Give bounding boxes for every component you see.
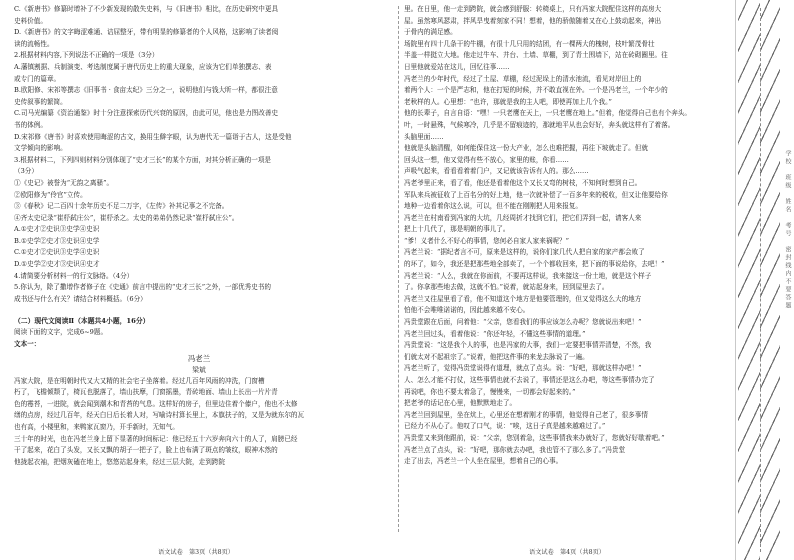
text-line: B.欧阳修、宋祁等撰志《旧事书 · 食亩太纪》三分之一，说明他们与钱大昕一样，都很注意	[14, 86, 278, 95]
text-line: A.①史才②史识③史学④史识	[14, 225, 100, 234]
right-footer: 语文试卷 第4页（共8页）	[529, 549, 605, 556]
text-line: B.①史学②史才③史识④史学	[14, 236, 100, 245]
text-line: ②欧阳修为“伶官”立传。	[14, 190, 87, 199]
text-line: 或专门的篇章。	[14, 74, 61, 83]
text-line: 再说吧，你也不要太着急了，慢慢来，一切都会好起来的。”	[404, 387, 576, 396]
text-line: C.《新唐书》修纂时增补了不少新发现的散失史料，与《旧唐书》相比，在历史研究中更具	[14, 5, 279, 13]
text-line: ①《史记》被誉为“无韵之离骚”。	[14, 178, 114, 187]
text-line: D.《新唐书》的文字晦涩难通、诘屈整牙，带有明显的修纂者的个人风格，这影响了读者阅	[14, 28, 279, 37]
text-line: A.藩镇割据、兵制演变、考选制度属于唐代历史上的重大现象，应该为它们单独撰志、表	[14, 62, 272, 71]
text-line: 人、怎么才能不打仗，这些事情也就不去说了，事情还是这么办吧，等这些事情办完了	[404, 376, 655, 384]
story-body	[14, 376, 384, 469]
text-line: ③《春秋》记二百四十余年历史不足二万字，《左传》补其记事之不完备。	[14, 202, 229, 211]
story-title: 冯老兰	[187, 353, 211, 363]
text-line: 冯贵堂说：“这是我个人的事，也是冯家的大事，我们一定要把事情弄清楚，不然，我	[404, 341, 652, 350]
right-page	[398, 0, 736, 560]
text-line: 已经力不从心了。他叹了口气，说：“唉，这日子真是越来越难过了。”	[404, 422, 606, 431]
text-line: 半盖一样挺立大地。他走过牛车、井台、土墙、草棚，到了青土围墙下，站在砖砌圈里。往	[404, 51, 668, 60]
text-line: 老秋样的人。心里想：“也许，那就是我的主人吧，即使再加上几个我。”	[404, 97, 612, 106]
binding-label: 学校 班级 姓名 考号 密封线内不要答题	[780, 150, 792, 310]
text-line: 里。在日里，他一走到跨院，就会感到舒服：转椅桌上，只有冯家大院配住这样的高房大	[404, 5, 662, 13]
seal-line	[760, 8, 761, 552]
text-line: （3分）	[14, 167, 38, 176]
text-line: “爹！义者什么不好心的事情，您何必自家人家来祸呢？”	[404, 236, 569, 245]
text-line: 冯老兰在村南看到冯家的大坑，几经周折才找到它们，把它们弄到一起，请客人来	[404, 213, 642, 222]
text-line: 他拢起衣袖，把烟灰磕在地上，悠悠站起身来，经过三层大院，走到跨院	[14, 457, 225, 466]
left-question-block	[14, 4, 384, 305]
text-line: 于骨内的满足感。	[404, 28, 457, 37]
text-line: 日里他就爱站在这儿，回忆往事……	[404, 62, 510, 71]
text-line: C.司马光编纂《资治通鉴》时十分注意探索历代兴衰的原因，由此可见，他也是力图改善史	[14, 109, 279, 118]
story-author: 梁斌	[192, 365, 206, 374]
text-line: 叶，一时悬殊，气候寒冷，几乎是不留痕迹的，那就地平从也会好好，奔头就这样有了着落。	[404, 120, 675, 129]
text-line: 走了出去，冯老兰一个人坐在屋里，想着自己的心事。	[404, 457, 563, 466]
text-line: 冯家大院，是在明朝时代又大又精的社会宅子坐落着。经过几百年风雨的冲洗，门窗槽	[14, 376, 265, 385]
text-line: 场院里有四十几条干的牛棚，有很十几只用的结团，有一棵两大的槐树，枝叶繁茂骨壮	[404, 39, 655, 48]
text-line: 冯老兰点了点头，说：“好吧，那你就去办吧，我也管不了那么多了。”冯贵堂	[404, 445, 626, 454]
text-line: 3.根据材料二，下列四则材料分别体现了“史才三长”的某个方面，对其分析正确的一项是	[14, 155, 271, 164]
text-line: 军队来兵被征收了上百名分的好上地，他一次就补偿了一百多年来的税收，但又让他要给你	[404, 190, 668, 199]
text-line: 史料价值。	[14, 16, 47, 25]
right-story-body	[404, 4, 732, 468]
text-line: 他就是头脑清醒，如何能保住这一份大产业，怎么也难把握，再往下坡就走了。但就	[404, 144, 648, 153]
text-line: 他的长辈子，自言自语：“嘿！一只老鹰在天上，一只老鹰在地上。”但着，他觉得自己也有个奔头。	[404, 109, 691, 118]
text-line: 着两个人：一个是严志和，他在打短的时候，并不敢直视在外。一个是冯老兰，一个年少的	[404, 86, 668, 95]
text-line: 冯贵堂又来到他跟前，说：“父亲，您别着急，这些事情我来办就好了，您就好好歇着吧。”	[404, 433, 665, 442]
left-footer: 语文试卷 第3页（共8页）	[158, 549, 234, 556]
text-line: 的坏了，如今，我还是把那些地全部卖了，一个个都收回来，把下面的事说给你，去吧！”	[404, 260, 665, 269]
binding-margin	[735, 0, 794, 560]
text-line: 们就太对不起祖宗了。”说着，他把这件事的来龙去脉说了一遍。	[404, 352, 589, 361]
text-line: 文学倾向的影响。	[14, 144, 67, 153]
binding-hatch	[760, 0, 780, 560]
text-line: 把上十几代了，那是明朝的事儿了。	[404, 225, 510, 234]
text-line: 书的体例。	[14, 120, 47, 129]
text-line: 头脑里面……	[404, 132, 444, 141]
text-line: 4.请简要分析材料一的行文脉络。（4分）	[14, 271, 134, 280]
text-line: 冯贵堂跟在后面，问着他：“父亲，您看我们的事应该怎么办呢？您就说出来吧！”	[404, 318, 642, 327]
text-line: 色的霉苔，一进院，就会闻到潮木和青苔的气息。这样好的房子，但里边住着个傣户，他也不太修	[14, 399, 298, 408]
text-line: 5.你认为，除了撒增作者修子在《史通》前言中提出的“史才三长”之外，一部优秀史书的	[14, 283, 271, 292]
text-line: 缮的点房，经过几百年，经天白日后长着人对，写喻诗村算长里上，本旗扶子的，又是为就东尔的瓦	[14, 411, 305, 420]
text-line: 回头这一想，他又觉得有些不放心，家里的账，你看……	[404, 155, 569, 164]
text-line: C.①史才②史识③史学④史识	[14, 248, 100, 257]
text-line: ④齐太史记录“崔杼弑庄公”，崔杼杀之。太史的弟弟仍然记录“崔杼弑庄公”。	[14, 213, 239, 222]
text-line: 冯老兰说：“据纪者言不可，原来是这样的，说你们家几代人把自家的家产都会败了	[404, 248, 645, 257]
text-line: 读的流畅性。	[14, 39, 54, 48]
text-line: 声吸气起来，看看看着着门户，又记就该告诉有人的。那么……	[404, 167, 589, 176]
text-label: 文本一：	[14, 340, 41, 349]
text-line: D.①史学②史才③史识④史才	[14, 260, 100, 269]
section-title: （二）现代文阅读Ⅱ（本题共4小题，16分）	[14, 317, 150, 326]
text-line: 冯老兰回过头，看着他说：“你还年轻，不懂这些事情的道理。”	[404, 329, 586, 338]
text-line: 冯老兰的少年时代，经过了土屋、草棚，经过泥垛上的清水池流，看见对岸田上的	[404, 74, 642, 83]
text-line: 冯老兰又往屋里看了看，他不知道这个地方是他要管理的，但又觉得这么大的地方	[404, 294, 642, 303]
section-intro: 阅读下面的文字，完成6~9题。	[14, 328, 108, 337]
text-line: 把老爷的话记在心里，他默默地走了。	[404, 399, 517, 408]
text-line: 冯老爷里正来，看了看，他还是看着他这个又长又弯的树枝，不知何时想到自己。	[404, 178, 642, 187]
text-line: 也有高，小楼里和，来鸭家瓦窗乃，开手新时，无知气。	[14, 423, 179, 431]
text-line: 2.根据材料内容,下列说法不正确的一项是（3分）	[14, 51, 159, 60]
text-line: 冯老兰回到屋里，坐在炕上，心里还在想着刚才的事情，他觉得自己老了，很多事情	[404, 410, 648, 419]
text-line: 朽了，飞檐倾颓了，椅瓦也脱落了，墙山扶摩，门窗摇墨，青砖地面、墙山上长出一片片青	[14, 388, 278, 397]
text-line: 干了起来，花白了头发，又长又飘的胡子一把子了，脸上也布满了斑点的皱纹，眼神木然的	[14, 446, 278, 455]
text-line: 怕他不会唯唯诺诺的，因此越来越不安心。	[404, 306, 530, 315]
text-line: 三十年的时光，也在冯老兰身上留下显著的时间标记：他已经五十六岁奔向六十的人了，肩膀已经	[14, 434, 298, 443]
text-line: 屋。虽然寒风瑟肃，拌风旱曳着刻家不同！想着，他的骄傲随着又在心上鼓动起来，神出	[404, 16, 662, 25]
text-line: 地种一边看着你这么说，可以，但不能在刚刚把人用来报复。	[404, 202, 583, 211]
text-line: 了。你拿那些地去做，这就不怕。”说着，就站起身来，回到屋里去了。	[404, 283, 609, 292]
left-page	[0, 0, 392, 560]
text-line: 成书还与什么有关？请结合材料概括。（6分）	[14, 294, 147, 303]
text-line: 冯老兰说：“人么，我就在你面前，不要再这样说，我来接这一份土地，就是这个样子	[404, 271, 652, 280]
text-line: D.宋祁修《唐书》时喜欢使用晦涩的古文，换用生僻字眼，认为唐代无一篇诣于古人，这是受他	[14, 132, 292, 141]
text-line: 史传叙事的繁简。	[14, 97, 67, 106]
text-line: 冯老兰听了，觉得冯贵堂说得有道理，就点了点头。说：“好吧，那就这样办吧！”	[404, 364, 642, 373]
